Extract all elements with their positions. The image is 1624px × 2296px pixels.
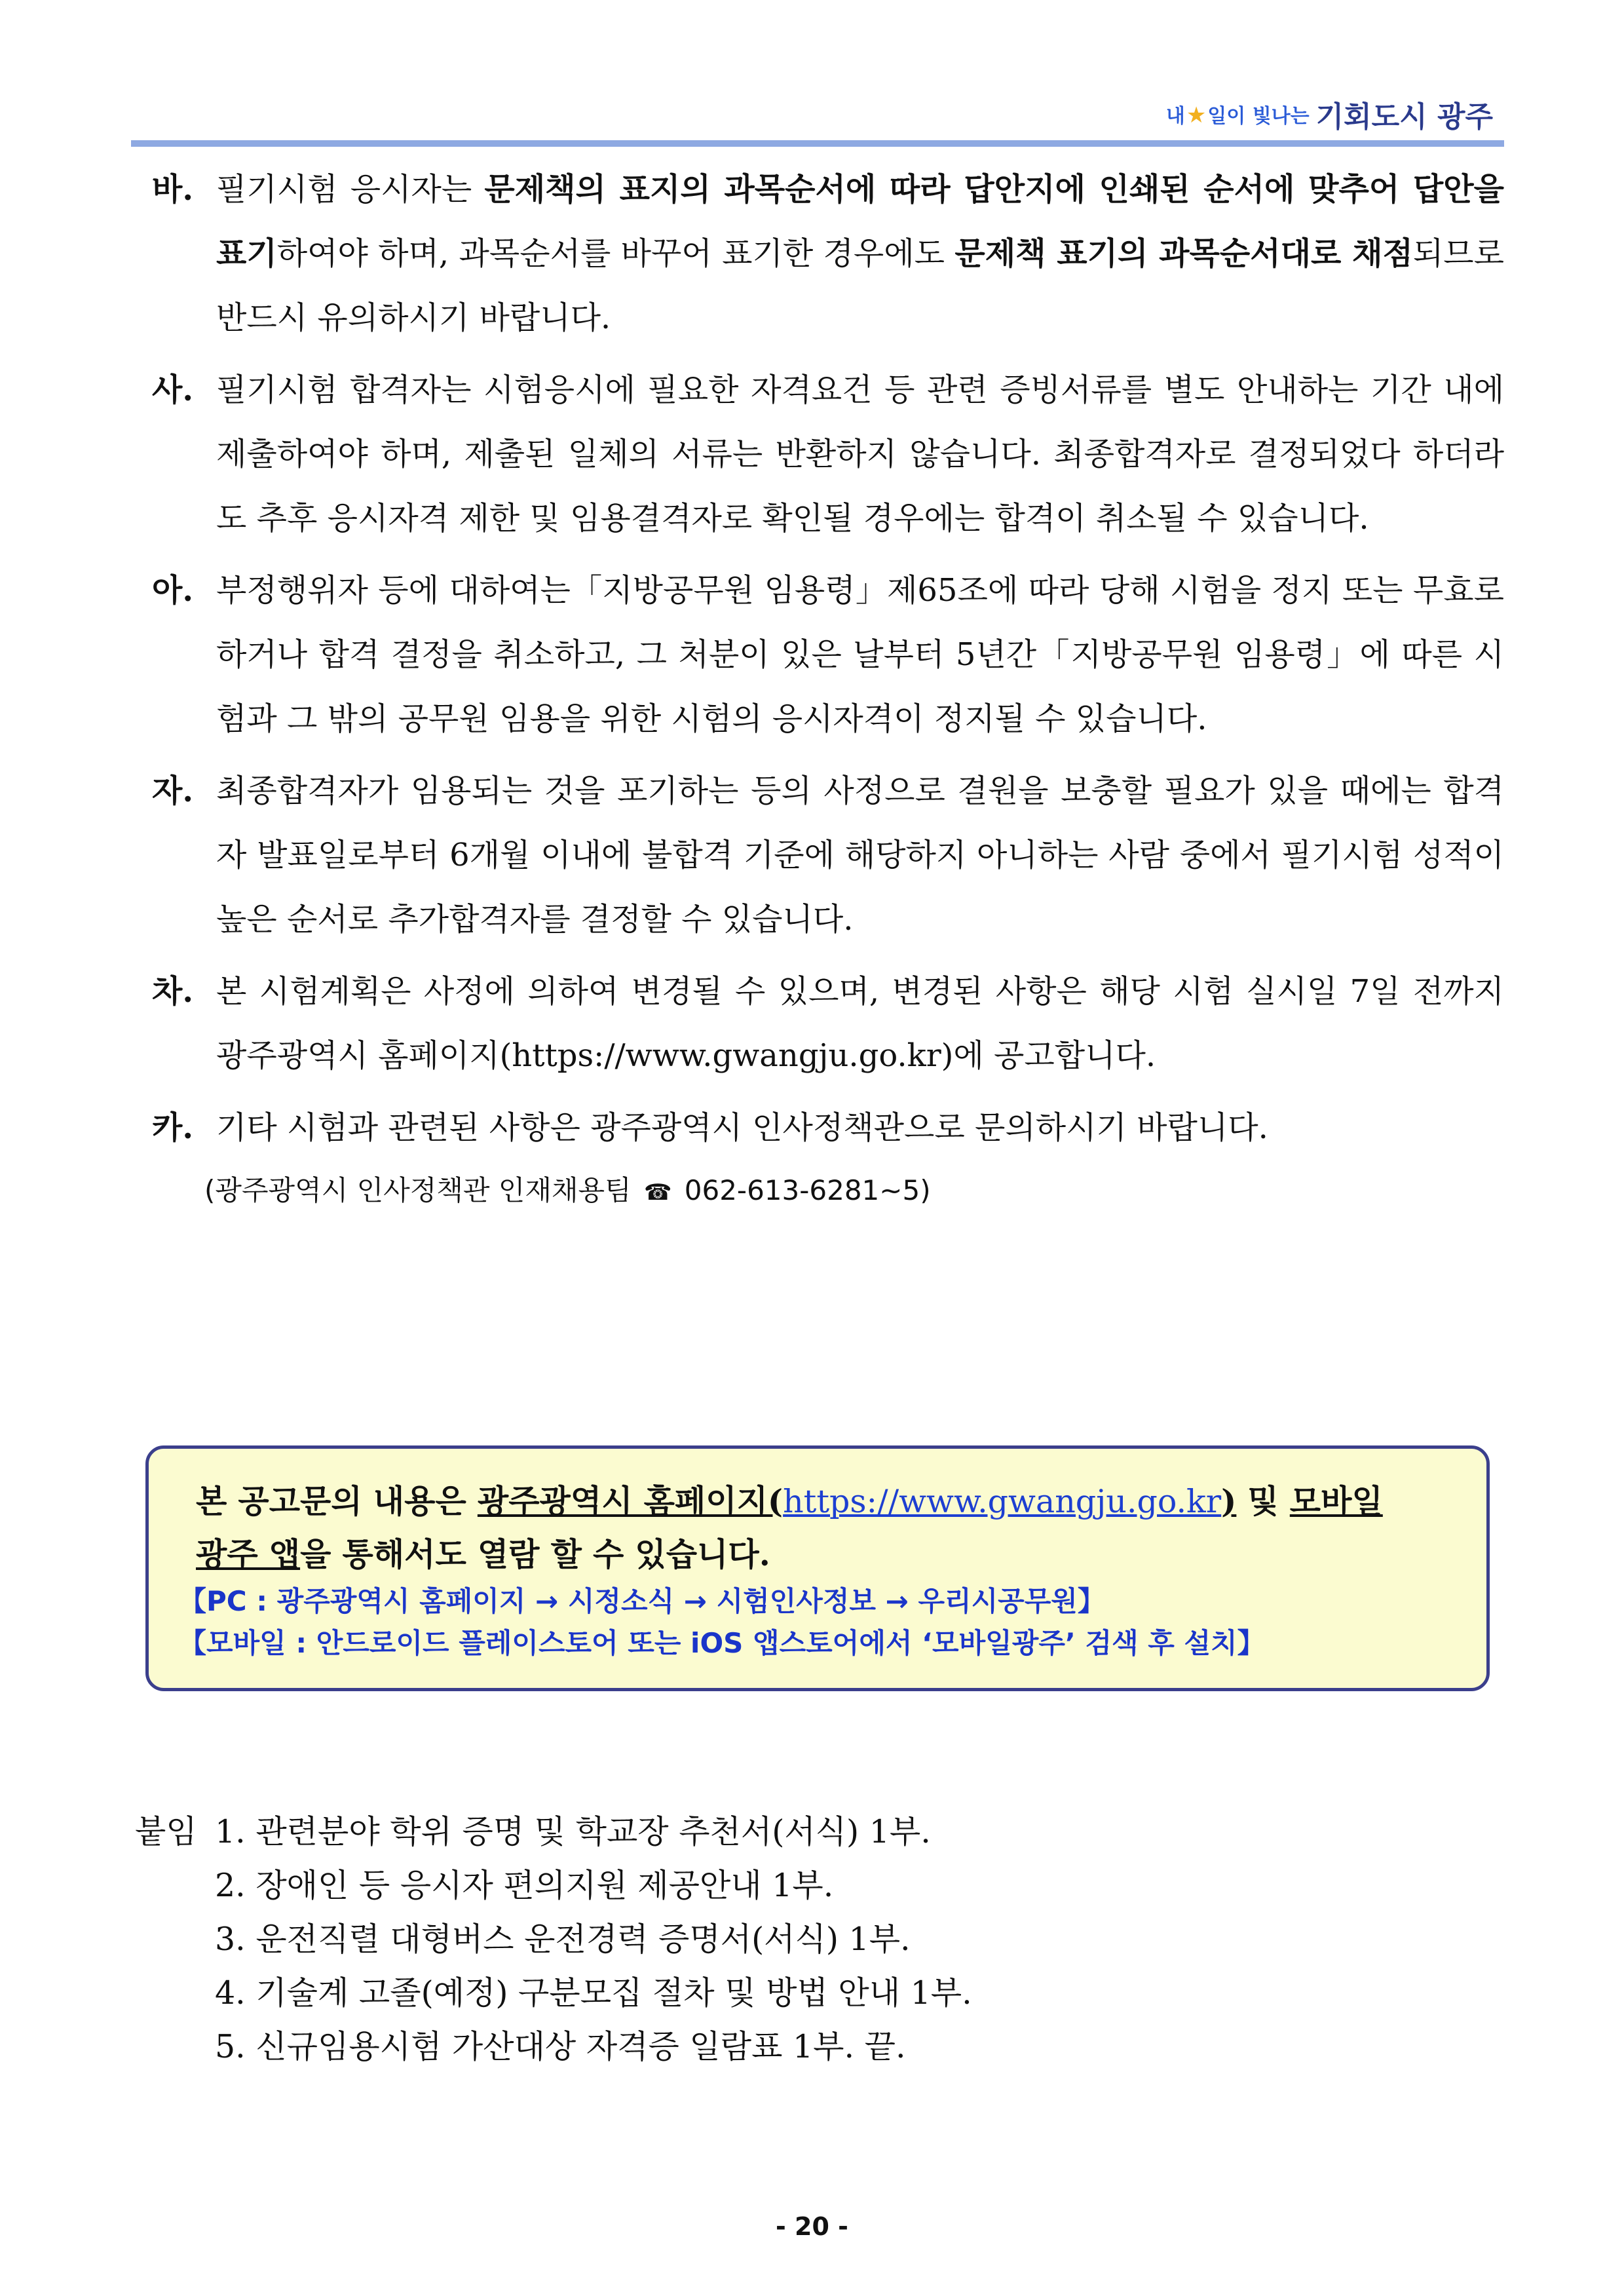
header-logo xyxy=(1166,93,1493,135)
item-marker: 사. xyxy=(152,372,194,408)
item-text: 최종합격자가 임용되는 것을 포기하는 등의 사정으로 결원을 보충할 필요가 있을 때에는 합격자 발표일로부터 6개월 이내에 불합격 기준에 해당하지 아니하는 사람 중에서 필기시험 성적이 높은 순서로 추가합격자를 결정할 수 있습니다. xyxy=(216,773,1504,938)
notice-item xyxy=(152,759,1504,951)
attachment-row xyxy=(135,2020,972,2074)
attachment-head: 붙임 xyxy=(135,1813,197,1850)
phone-icon: ☎ xyxy=(644,1179,672,1206)
logo-slogan: 내★일이 빛나는 xyxy=(1165,102,1310,128)
attachment-row xyxy=(135,1805,972,1859)
header-rule xyxy=(131,140,1504,147)
logo-city: 기회도시 광주 xyxy=(1315,100,1493,134)
contact-phone: 062-613-6281~5) xyxy=(684,1174,931,1206)
notice-item xyxy=(152,1096,1504,1160)
attachment-item: 4. 기술계 고졸(예정) 구분모집 절차 및 방법 안내 1부. xyxy=(215,1974,972,2012)
pc-path: 【PC : 광주광역시 홈페이지 → 시정소식 → 시험인사정보 → 우리시공무원】 xyxy=(179,1585,1105,1617)
attachment-row xyxy=(135,1913,972,1966)
notice-item xyxy=(152,358,1504,550)
attachments xyxy=(135,1805,972,2074)
item-marker: 차. xyxy=(152,973,194,1010)
notice-items xyxy=(152,157,1504,1160)
item-marker: 바. xyxy=(152,171,194,208)
homepage-link[interactable]: https://www.gwangju.go.kr xyxy=(783,1483,1222,1520)
mobile-path: 【모바일 : 안드로이드 플레이스토어 또는 iOS 앱스토어에서 ‘모바일광주’ 검색 후 설치】 xyxy=(179,1627,1265,1659)
item-text: 문제책 표기의 과목순서대로 채점 xyxy=(954,235,1413,272)
notice-box xyxy=(145,1445,1490,1691)
body-text xyxy=(152,157,1504,1215)
notice-item xyxy=(152,959,1504,1088)
page-number: - 20 - xyxy=(776,2212,848,2241)
attachment-row xyxy=(135,1859,972,1913)
notice-line-1: 본 공고문의 내용은 광주광역시 홈페이지(https://www.gwangju.go.kr) 및 모바일 xyxy=(196,1482,1383,1520)
item-text: 필기시험 합격자는 시험응시에 필요한 자격요건 등 관련 증빙서류를 별도 안내하는 기간 내에 제출하여야 하며, 제출된 일체의 서류는 반환하지 않습니다. 최종합격자로 결정되었다 하더라도 추후 응시자격 제한 및 임용결격자로 확인될 경우에는 합격이 취소될 수 있습니다. xyxy=(216,372,1504,537)
notice-line-2: 광주 앱을 통해서도 열람 할 수 있습니다. xyxy=(196,1535,770,1573)
attachment-row xyxy=(135,1966,972,2020)
contact-text: (광주광역시 인사정책관 인재채용팀 xyxy=(204,1174,632,1206)
item-text: 되므로 반드시 유의하시기 바랍니다. xyxy=(216,235,1504,336)
attachment-item: 2. 장애인 등 응시자 편의지원 제공안내 1부. xyxy=(215,1867,834,1904)
item-text: 기타 시험과 관련된 사항은 광주광역시 인사정책관으로 문의하시기 바랍니다. xyxy=(216,1109,1268,1146)
attachment-item: 1. 관련분야 학위 증명 및 학교장 추천서(서식) 1부. xyxy=(215,1813,931,1850)
attachment-head xyxy=(135,1859,215,1913)
item-text: 본 시험계획은 사정에 의하여 변경될 수 있으며, 변경된 사항은 해당 시험 실시일 7일 전까지 광주광역시 홈페이지(https://www.gwangju.go.kr)에 공고합니다. xyxy=(216,973,1504,1074)
star-icon: ★ xyxy=(1186,102,1207,128)
item-text: 부정행위자 등에 대하여는「지방공무원 임용령」제65조에 따라 당해 시험을 정지 또는 무효로 하거나 합격 결정을 취소하고, 그 처분이 있은 날부터 5년간「지방공무원 임용령」에 따른 시험과 그 밖의 공무원 임용을 위한 시험의 응시자격이 정지될 수 있습니다. xyxy=(216,572,1504,737)
item-text: 하여야 하며, 과목순서를 바꾸어 표기한 경우에도 xyxy=(276,235,955,272)
item-text: 문제책의 표지의 과목순서에 따라 답안지에 인쇄된 순서에 맞추어 답안을 표기 xyxy=(216,171,1504,272)
item-marker: 카. xyxy=(152,1109,194,1146)
attachment-item: 5. 신규임용시험 가산대상 자격증 일람표 1부. 끝. xyxy=(215,2028,906,2065)
contact-line xyxy=(152,1168,1504,1215)
attachment-item: 3. 운전직렬 대형버스 운전경력 증명서(서식) 1부. xyxy=(215,1921,911,1958)
attachment-head xyxy=(135,1913,215,1966)
attachment-head xyxy=(135,1966,215,2020)
notice-item xyxy=(152,157,1504,350)
notice-item xyxy=(152,558,1504,751)
attachment-head xyxy=(135,2020,215,2074)
item-text: 필기시험 응시자는 xyxy=(216,171,485,208)
item-marker: 자. xyxy=(152,773,194,809)
item-marker: 아. xyxy=(152,572,194,609)
